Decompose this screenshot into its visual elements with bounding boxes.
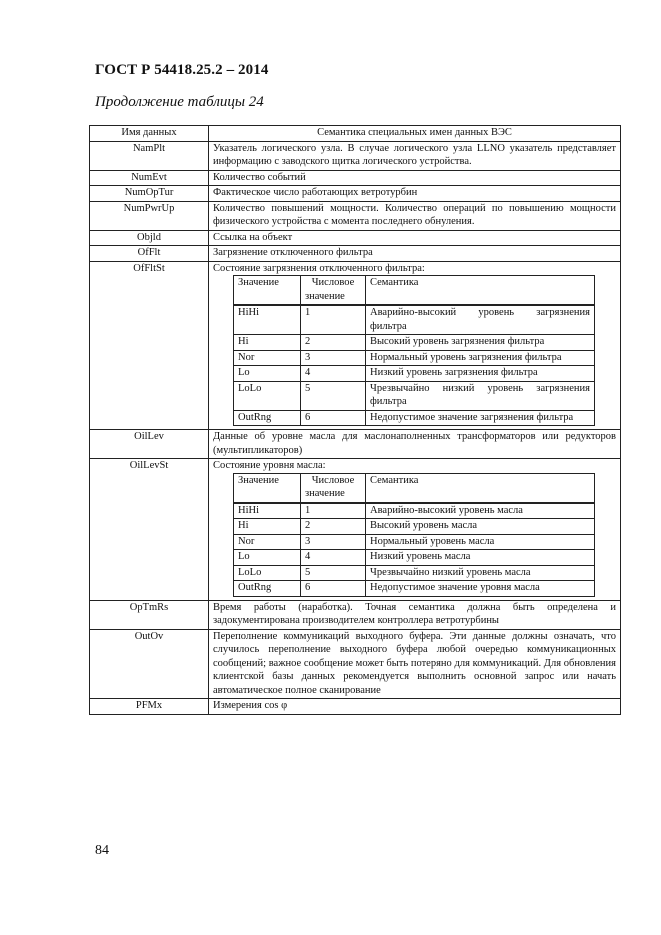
subtable-semantics: Нормальный уровень загрязнения фильтра xyxy=(366,350,595,366)
subtable-value: Lo xyxy=(234,550,301,566)
subtable-number: 4 xyxy=(301,550,366,566)
subtable-header-semantics: Семантика xyxy=(366,276,595,306)
table-continuation-caption: Продолжение таблицы 24 xyxy=(95,94,264,110)
subtable-semantics: Чрезвычайно низкий уровень масла xyxy=(366,565,595,581)
subtable-row xyxy=(234,366,595,382)
table-row xyxy=(90,261,621,430)
row-semantics: Фактическое число работающих ветротурбин xyxy=(209,186,621,202)
subtable-header-row xyxy=(234,276,595,306)
row-name: NamPlt xyxy=(90,141,209,170)
table-header-row xyxy=(90,126,621,142)
subtable-semantics: Нормальный уровень масла xyxy=(366,534,595,550)
row-semantics: Указатель логического узла. В случае логического узла LLNO указатель представляет информацию с заводского щитка логического устройства. xyxy=(209,141,621,170)
table-row xyxy=(90,186,621,202)
subtable-value: LoLo xyxy=(234,565,301,581)
table-row xyxy=(90,170,621,186)
row-name: NumPwrUp xyxy=(90,201,209,230)
subtable-number: 5 xyxy=(301,565,366,581)
row-semantics: Время работы (наработка). Точная семантика должна быть определена и задокументирована производителем контроллера ветротурбины xyxy=(209,600,621,629)
row-name: OfFlt xyxy=(90,246,209,262)
table-row xyxy=(90,230,621,246)
table-row xyxy=(90,699,621,715)
subtable-value: Hi xyxy=(234,519,301,535)
subtable-number: 1 xyxy=(301,305,366,335)
subtable-number: 4 xyxy=(301,366,366,382)
subtable-value: LoLo xyxy=(234,381,301,410)
subtable-value: OutRng xyxy=(234,581,301,597)
filter-state-caption: Состояние загрязнения отключенного фильтра: xyxy=(213,262,425,274)
row-semantics: Данные об уровне масла для маслонаполненных трансформаторов или редукторов (мультипликаторов) xyxy=(209,430,621,459)
document-title: ГОСТ Р 54418.25.2 – 2014 xyxy=(95,62,269,78)
row-name: OutOv xyxy=(90,629,209,699)
subtable-header-number: Числовое значение xyxy=(301,473,366,503)
row-semantics: Загрязнение отключенного фильтра xyxy=(209,246,621,262)
data-names-table xyxy=(89,125,621,715)
subtable-row xyxy=(234,519,595,535)
subtable-header-value: Значение xyxy=(234,473,301,503)
subtable-row xyxy=(234,503,595,519)
oil-level-subtable xyxy=(233,473,595,597)
subtable-row xyxy=(234,581,595,597)
subtable-value: OutRng xyxy=(234,410,301,426)
subtable-semantics: Низкий уровень загрязнения фильтра xyxy=(366,366,595,382)
row-name: OpTmRs xyxy=(90,600,209,629)
row-semantics: Количество повышений мощности. Количество операций по повышению мощности физического устройства с момента последнего обнуления. xyxy=(209,201,621,230)
subtable-row xyxy=(234,305,595,335)
subtable-number: 2 xyxy=(301,335,366,351)
row-name: NumOpTur xyxy=(90,186,209,202)
subtable-row xyxy=(234,335,595,351)
subtable-number: 2 xyxy=(301,519,366,535)
subtable-header-value: Значение xyxy=(234,276,301,306)
subtable-header-semantics: Семантика xyxy=(366,473,595,503)
row-semantics: Ссылка на объект xyxy=(209,230,621,246)
subtable-semantics: Низкий уровень масла xyxy=(366,550,595,566)
row-name: Objld xyxy=(90,230,209,246)
subtable-row xyxy=(234,565,595,581)
subtable-semantics: Аварийно-высокий уровень масла xyxy=(366,503,595,519)
subtable-value: Nor xyxy=(234,350,301,366)
subtable-semantics: Недопустимое значение уровня масла xyxy=(366,581,595,597)
subtable-semantics: Высокий уровень масла xyxy=(366,519,595,535)
subtable-row xyxy=(234,381,595,410)
oil-level-caption: Состояние уровня масла: xyxy=(213,460,326,471)
table-row xyxy=(90,141,621,170)
subtable-number: 6 xyxy=(301,410,366,426)
subtable-value: Nor xyxy=(234,534,301,550)
row-semantics xyxy=(209,459,621,601)
row-semantics: Количество событий xyxy=(209,170,621,186)
column-header-name: Имя данных xyxy=(90,126,209,142)
subtable-header-row xyxy=(234,473,595,503)
row-name: OilLevSt xyxy=(90,459,209,601)
row-name: NumEvt xyxy=(90,170,209,186)
table-row xyxy=(90,600,621,629)
subtable-semantics: Аварийно-высокий уровень загрязнения фильтра xyxy=(366,305,595,335)
row-semantics: Переполнение коммуникаций выходного буфера. Эти данные должны означать, что случилось переполнение выходного буфера любой очередью коммуникационных сообщений; важное сообщение может быть потеряно для коммуникаций. Для обновления клиентской базы данных рекомендуется выполнить основной запрос или начать автоматическое полное сканирование xyxy=(209,629,621,699)
filter-state-subtable xyxy=(233,275,595,426)
subtable-value: HiHi xyxy=(234,305,301,335)
subtable-number: 3 xyxy=(301,350,366,366)
column-header-semantics: Семантика специальных имен данных ВЭС xyxy=(209,126,621,142)
subtable-value: Hi xyxy=(234,335,301,351)
subtable-value: HiHi xyxy=(234,503,301,519)
subtable-semantics: Чрезвычайно низкий уровень загрязнения фильтра xyxy=(366,381,595,410)
subtable-value: Lo xyxy=(234,366,301,382)
subtable-row xyxy=(234,350,595,366)
table-row xyxy=(90,246,621,262)
row-semantics: Измерения cos φ xyxy=(209,699,621,715)
table-row xyxy=(90,201,621,230)
row-semantics xyxy=(209,261,621,430)
subtable-number: 3 xyxy=(301,534,366,550)
subtable-row xyxy=(234,410,595,426)
page-number: 84 xyxy=(95,843,109,858)
subtable-number: 5 xyxy=(301,381,366,410)
subtable-header-number: Числовое значение xyxy=(301,276,366,306)
row-name: OilLev xyxy=(90,430,209,459)
row-name: PFMx xyxy=(90,699,209,715)
table-row xyxy=(90,459,621,601)
subtable-number: 6 xyxy=(301,581,366,597)
subtable-number: 1 xyxy=(301,503,366,519)
table-row xyxy=(90,430,621,459)
table-row xyxy=(90,629,621,699)
row-name: OfFltSt xyxy=(90,261,209,430)
subtable-row xyxy=(234,534,595,550)
subtable-semantics: Высокий уровень загрязнения фильтра xyxy=(366,335,595,351)
subtable-row xyxy=(234,550,595,566)
subtable-semantics: Недопустимое значение загрязнения фильтра xyxy=(366,410,595,426)
